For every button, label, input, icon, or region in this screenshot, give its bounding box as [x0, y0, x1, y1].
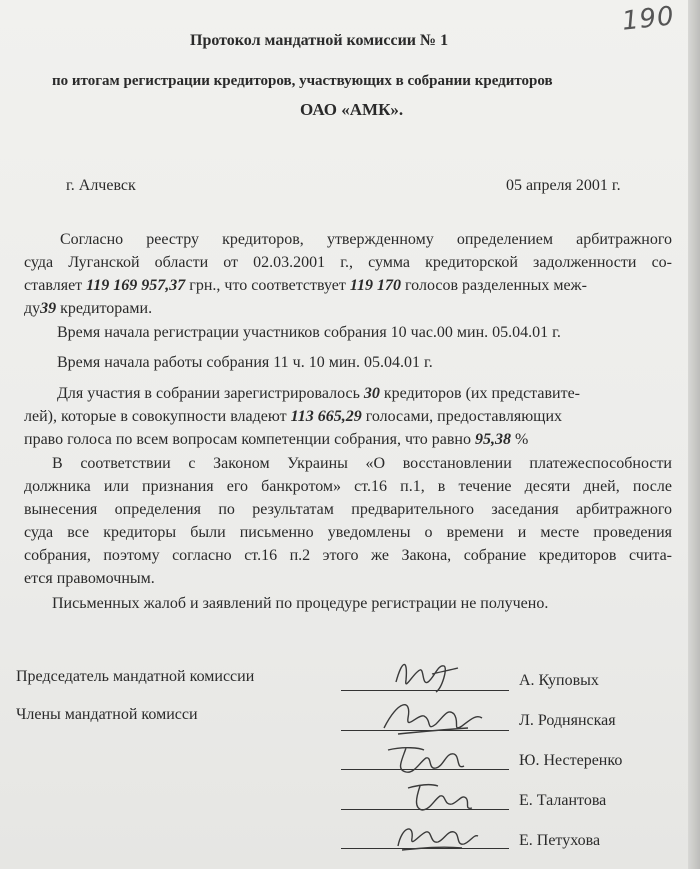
complaints-note: Письменных жалоб и заявлений по процедуре регистрации не получено.: [52, 595, 549, 612]
text-line: ду39 кредиторами.: [24, 300, 153, 317]
text-line: ставляет 119 169 957,37 грн., что соответствует 119 170 голосов разделенных меж-: [24, 277, 587, 294]
signer-name: Е. Петухова: [519, 832, 601, 849]
city: г. Алчевск: [66, 177, 136, 194]
registration-start: Время начала регистрации участников собрания 10 час.00 мин. 05.04.01 г.: [57, 324, 561, 341]
text-line: суда все кредиторы были письменно уведомлены о времени и месте проведения: [24, 524, 672, 541]
text-line: В соответствии с Законом Украины «О восстановлении платежеспособности: [52, 455, 672, 472]
chair-label: Председатель мандатной комиссии: [16, 668, 255, 685]
document-title: Протокол мандатной комиссии № 1: [190, 32, 449, 49]
meeting-start: Время начала работы собрания 11 ч. 10 мин. 05.04.01 г.: [57, 354, 433, 371]
company-name: ОАО «АМК».: [300, 100, 404, 119]
signature-petukhova: [392, 816, 482, 856]
text-line: суда Луганской области от 02.03.2001 г., сумма кредиторской задолженности со-: [24, 254, 672, 271]
text-line: право голоса по всем вопросам компетенции собрания, что равно 95,38 %: [24, 431, 529, 448]
votes-total: 119 170: [349, 277, 401, 294]
creditor-count: 39: [40, 300, 57, 317]
signer-name: Ю. Нестеренко: [519, 752, 623, 769]
signer-name: Л. Роднянская: [519, 712, 616, 729]
document-subtitle: по итогам регистрации кредиторов, участвующих в собрании кредиторов: [52, 73, 553, 89]
signature-kupovykh: [388, 652, 468, 700]
text-line: лей), которые в совокупности владеют 113 665,29 голосами, предоставляющих: [24, 408, 563, 425]
signer-name: Е. Талантова: [519, 792, 607, 809]
signer-name: А. Куповых: [519, 672, 599, 689]
registered-count: 30: [363, 385, 380, 402]
quorum-percent: 95,38: [474, 431, 511, 448]
text-line: Согласно реестру кредиторов, утвержденному определением арбитражного: [60, 231, 672, 248]
text-line: должника или признания его банкротом» ст.16 п.1, в течение десяти дней, после: [24, 478, 672, 495]
paragraph-participation: [24, 382, 672, 451]
text-line: вынесения определения по результатам предварительного заседания арбитражного: [24, 501, 672, 518]
registered-votes: 113 665,29: [290, 408, 362, 425]
signature-talantova: [402, 776, 482, 818]
text-line: собрания, поэтому согласно ст.16 п.2 этого же Закона, собрание кредиторов счита-: [24, 547, 672, 564]
handwritten-page-number: 190: [620, 1, 677, 37]
document-date: 05 апреля 2001 г.: [506, 177, 621, 194]
text-line: ется правомочным.: [24, 570, 155, 587]
text-line: Для участия в собрании зарегистрировалось 30 кредиторов (их представите-: [57, 385, 580, 402]
paragraph-registry: [24, 228, 672, 320]
signature-rodnyanskaya: [378, 694, 488, 742]
members-label: Члены мандатной комисси: [16, 706, 198, 723]
paragraph-legal-basis: [24, 452, 672, 590]
debt-amount: 119 169 957,37: [86, 277, 186, 294]
page-fold-shadow: [688, 0, 700, 869]
signature-nesterenko: [384, 740, 474, 780]
